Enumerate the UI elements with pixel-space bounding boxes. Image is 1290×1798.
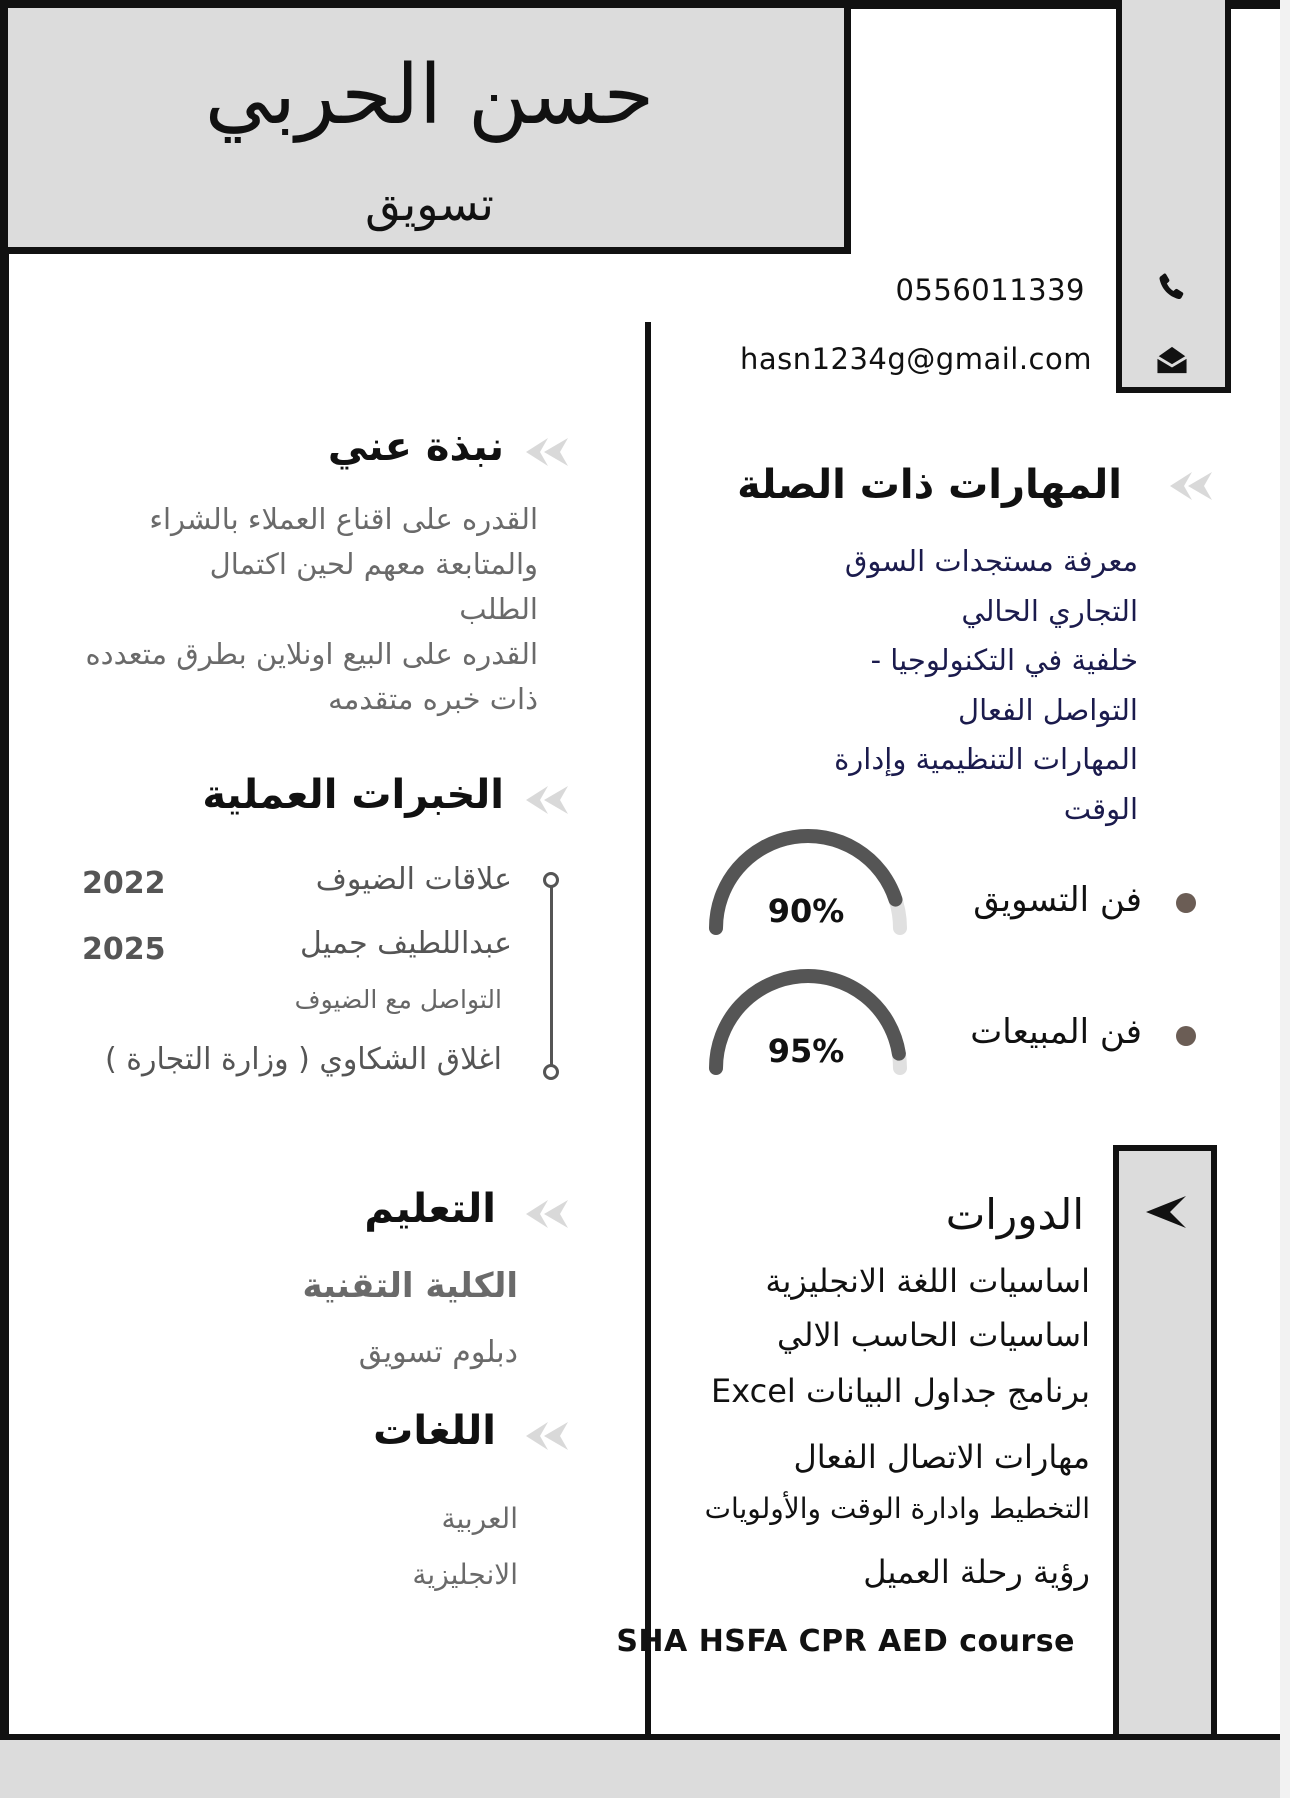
chevron-left-icon	[524, 782, 570, 818]
about-line: القدره على اقناع العملاء بالشراء	[149, 502, 538, 536]
course-item: رؤية رحلة العميل	[863, 1553, 1090, 1591]
course-item: برنامج جداول البيانات Excel	[711, 1372, 1090, 1410]
page-edge	[1280, 0, 1290, 1798]
timeline-line	[550, 880, 553, 1074]
timeline-dot	[543, 1064, 559, 1080]
skill-line: معرفة مستجدات السوق	[844, 544, 1138, 578]
name-panel	[8, 8, 851, 254]
experience-heading: الخبرات العملية	[202, 772, 504, 818]
courses-strip	[1113, 1145, 1217, 1737]
envelope-icon	[1150, 338, 1194, 382]
about-text	[85, 497, 538, 722]
phone-icon	[1150, 266, 1194, 310]
course-item: مهارات الاتصال الفعال	[793, 1438, 1090, 1476]
skill-line: خلفية في التكنولوجيا -	[870, 643, 1138, 677]
about-line: الطلب	[459, 592, 538, 626]
gauge-marketing	[688, 822, 928, 962]
chevron-left-icon	[524, 1418, 570, 1454]
skill-line: التجاري الحالي	[961, 593, 1138, 628]
person-name: حسن الحربي	[204, 48, 655, 143]
experience-subtitle: التواصل مع الضيوف	[294, 985, 502, 1014]
language-item: العربية	[441, 1502, 518, 1535]
skill-line: التواصل الفعال	[958, 692, 1138, 727]
course-item: اساسيات اللغة الانجليزية	[765, 1262, 1090, 1300]
footer-bar	[0, 1734, 1280, 1798]
bullet-dot	[1176, 893, 1196, 913]
experience-year: 2025	[82, 932, 166, 967]
timeline-dot	[543, 872, 559, 888]
gauge-label-sales: فن المبيعات	[970, 1012, 1142, 1052]
course-item: SHA HSFA CPR AED course	[616, 1624, 1075, 1659]
left-border	[0, 0, 9, 1798]
chevron-left-icon	[1142, 1194, 1188, 1230]
languages-heading: اللغات	[373, 1408, 496, 1454]
course-item: التخطيط وادارة الوقت والأولويات	[704, 1492, 1090, 1525]
experience-title: علاقات الضيوف	[315, 862, 512, 897]
bullet-dot	[1176, 1026, 1196, 1046]
gauge-sales	[688, 962, 928, 1102]
experience-title: عبداللطيف جميل	[299, 926, 512, 961]
education-heading: التعليم	[364, 1186, 496, 1232]
gauge-label-marketing: فن التسويق	[973, 880, 1142, 920]
gauge-percent: 90%	[767, 892, 845, 930]
job-title: تسويق	[365, 177, 494, 231]
email-address[interactable]: hasn1234g@gmail.com	[739, 342, 1092, 376]
chevron-left-icon	[524, 434, 570, 470]
chevron-left-icon	[1168, 468, 1214, 504]
about-line: القدره على البيع اونلاين بطرق متعدده	[85, 637, 538, 671]
column-divider	[645, 322, 651, 1734]
courses-heading: الدورات	[945, 1190, 1084, 1239]
experience-year: 2022	[82, 866, 166, 901]
education-degree: دبلوم تسويق	[358, 1335, 518, 1370]
about-line: والمتابعة معهم لحين اكتمال	[209, 547, 538, 581]
gauge-percent: 95%	[767, 1032, 845, 1070]
education-institution: الكلية التقنية	[302, 1266, 518, 1306]
contact-strip	[1116, 0, 1231, 393]
experience-title: اغلاق الشكاوي ( وزارة التجارة )	[105, 1042, 502, 1077]
skills-list	[834, 537, 1138, 834]
about-line: ذات خبره متقدمه	[328, 682, 538, 716]
course-item: اساسيات الحاسب الالي	[777, 1316, 1090, 1354]
phone-number[interactable]: 0556011339	[895, 273, 1085, 307]
skill-line: الوقت	[1063, 791, 1138, 826]
skill-line: المهارات التنظيمية وإدارة	[834, 742, 1138, 776]
about-heading: نبذة عني	[327, 424, 504, 470]
chevron-left-icon	[524, 1196, 570, 1232]
skills-heading: المهارات ذات الصلة	[737, 462, 1122, 508]
language-item: الانجليزية	[412, 1558, 518, 1591]
